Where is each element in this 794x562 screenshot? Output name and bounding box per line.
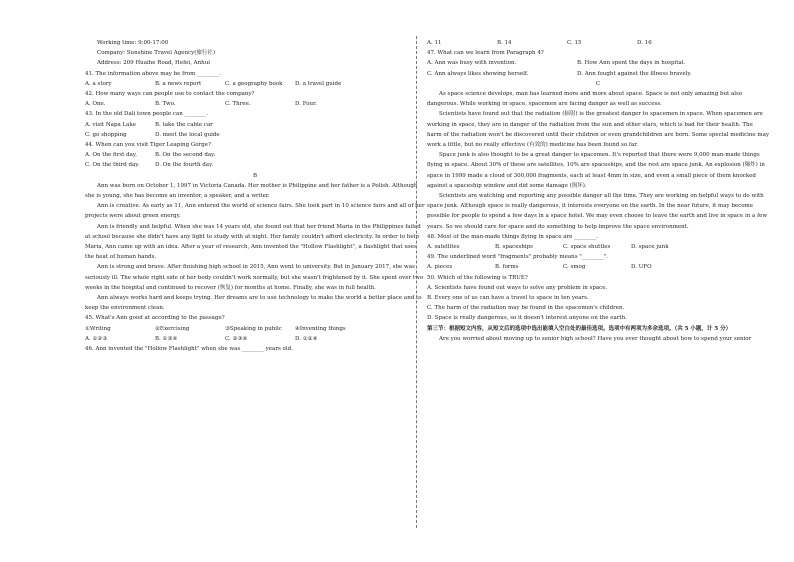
option: B. Every one of us can have a travel to space in ten years. [427, 295, 589, 302]
option: A. visit Napa Lake [85, 121, 137, 128]
options-43b [85, 130, 425, 140]
options-41 [85, 79, 425, 89]
passage-b-paragraph: Ann is friendly and helpful. When she was 14 years old, she found out that her friend Maria in the Philippines failed at school because she didn't have any light to study with at night. Her family couldn't afford electricity. In order to help Maria, Ann came up with an idea. After a year of research, Ann invented the "Hollow Flashlight", a flashlight that uses the heat of human hands. [85, 223, 421, 261]
option: B. Two. [155, 101, 176, 108]
question-49: 49. The underlined word "fragments" probably means "________". [427, 254, 609, 261]
passage-b-paragraph: Ann was born on October 1, 1997 in Victoria Canada. Her mother is Philippine and her father is a Polish. Although she is young, she has become an inventor, a speaker, and a writer. [85, 182, 418, 200]
option: A. One. [85, 101, 106, 108]
passage-c-paragraph: As space science develops, man has learned more and more about space. Space is not only amazing but also dangerous. While working in space, spacemen are facing danger as well as success. [427, 91, 743, 108]
option: D. Ann fought against the illness bravely. [577, 70, 692, 77]
option: C. go shopping [85, 131, 127, 138]
passage-b-paragraph: Ann is creative. As early as 11, Ann entered the world of science fairs. She took part in 10 science fairs and all of her projects were about green energy. [85, 203, 425, 220]
option: B. How Ann spent the days in hospital. [577, 60, 686, 67]
options-47b [427, 69, 769, 79]
info-line: Company: Sunshine Travel Agency(旅行社) [97, 50, 216, 57]
option: B. a news report [155, 80, 202, 87]
option: C. smog [563, 264, 586, 271]
option: D. On the fourth day. [155, 162, 214, 169]
option: C. a geography book [225, 80, 283, 87]
option: C. Three. [225, 101, 251, 108]
item: ②Exercising [155, 325, 190, 332]
right-column [427, 38, 769, 344]
options-47a [427, 58, 769, 68]
section-b-heading: B [252, 172, 258, 179]
options-42 [85, 99, 425, 109]
info-line: Working time: 9:00-17:00 [97, 40, 169, 46]
item: ④Inventing things [295, 325, 346, 332]
passage-c-paragraph: Scientists are watching and reporting any possible danger all the time. They are working on helpful ways to do with space junk. Although space is really dangerous, it interests everyone on the earth. In the near future, it may become possible for people to spend a few days in a space hotel. We may even choose to leave the earth and live in space in a few years. So we should care for space and do something to help improve the space environment. [427, 193, 768, 230]
question-41: 41. The information above may be from ________. [85, 70, 221, 77]
passage-start: Are you worried about moving up to senior high school? Have you ever thought about how to spend your senior [439, 335, 752, 342]
option: D. meet the local guide [155, 131, 220, 138]
option: D. UFO [631, 264, 652, 271]
passage-b-paragraph: Ann is strong and brave. After finishing high school in 2015, Ann went to university. But in January 2017, she was seriously ill. The whole right side of her body couldn't work normally, but she wasn't frightened by it. She spent over two weeks in the hospital and continued to recover (恢复) for months at home. Finally, she was in full health. [85, 264, 424, 291]
option: A. Ann was busy with invention. [427, 60, 517, 67]
question-46: 46. Ann invented the "Hollow Flashlight" when she was ________ years old. [85, 346, 293, 353]
options-46 [427, 38, 769, 48]
question-47: 47. What can we learn from Paragraph 4? [427, 50, 544, 57]
option: A. 11 [427, 40, 442, 46]
option: C. Ann always likes showing herself. [427, 70, 529, 77]
option: B. On the second day. [155, 152, 216, 159]
question-43: 43. In the old Dali town people can ________. [85, 111, 209, 118]
option: A. a story [85, 80, 112, 87]
option: A. Scientists have found out ways to solve any problem in space. [427, 284, 608, 291]
section-c-heading: C [595, 80, 601, 87]
info-line: Address: 209 Huaihe Road, Hefei, Anhui [97, 60, 211, 67]
question-42: 42. How many ways can people use to contact the company? [85, 91, 255, 98]
passage-b-paragraph: Ann always works hard and keeps trying. Her dreams are to use technology to make the world a better place and to keep the environment clean. [85, 295, 422, 312]
options-48 [427, 242, 769, 252]
option: B. ①③④ [155, 335, 178, 342]
option: D. Space is really dangerous, so it doesn't interest anyone on the earth. [427, 315, 627, 322]
question-44: 44. When can you visit Tiger Leaping Gorge? [85, 142, 211, 149]
option: D. space junk [631, 244, 669, 251]
passage-c-paragraph: Space junk is also thought to be a great danger to spacemen. It's reported that there were 9,000 man-made things flying in space. About 30% of these are satellites, 10% are spaceships, and the rest are space junk. An explosion (爆炸) in space in 1999 made a cloud of 300,000 fragments, each at least 4mm in size, and even a small piece of them knocked against a spaceship window and did some damage (损坏). [427, 152, 765, 189]
passage-c-paragraph: Scientists have found out that the radiation (辐射) is the greatest danger to spacemen in space. When spacemen are working in space, they are in danger of the radiation from the sun and other stars, which is bad for their health. The harm of the radiation won't be discovered until their children or even grandchildren are born. Some special medicine may work a little, but no really effective (有效的) medicine has been found so far. [427, 111, 770, 149]
option: D. ①②④ [295, 335, 318, 342]
option: A. pieces [427, 264, 453, 271]
option: C. ②③④ [225, 335, 248, 342]
option: A. satellites [427, 244, 460, 251]
item: ①Writing [85, 325, 111, 332]
option: D. 16 [637, 40, 652, 46]
item: ③Speaking in public [225, 325, 282, 332]
options-44b [85, 160, 425, 170]
option: C. The harm of the radiation may be found in the spacemen's children. [427, 305, 625, 312]
options-43a [85, 120, 425, 130]
options-45 [85, 334, 425, 344]
question-48: 48. Most of the man-made things flying in space are ________. [427, 233, 598, 240]
option: C. 15 [567, 40, 582, 46]
option: A. On the first day. [85, 152, 138, 159]
options-44a [85, 150, 425, 160]
question-45: 45. What's Ann good at according to the passage? [85, 315, 225, 322]
option: B. forms [495, 264, 519, 271]
option: C. On the third day. [85, 162, 140, 169]
option: B. spaceships [495, 244, 533, 251]
option: B. 14 [497, 40, 512, 46]
options-49 [427, 262, 769, 272]
option: C. space shuttles [563, 244, 611, 251]
left-column [85, 38, 425, 354]
items-45 [85, 324, 425, 334]
option: A. ①②③ [85, 335, 108, 342]
option: D. a travel guide [295, 80, 342, 87]
option: B. take the cable car [155, 121, 213, 128]
option: D. Four. [295, 101, 317, 108]
column-divider [416, 36, 417, 528]
question-50: 50. Which of the following is TRUE? [427, 274, 528, 281]
section-3-instructions: 第三节：根据短文内容，从短文后的选项中选出能填入空白处的最佳选项。选项中有两项为多余选项。（共 5 小题，计 5 分） [427, 325, 732, 332]
